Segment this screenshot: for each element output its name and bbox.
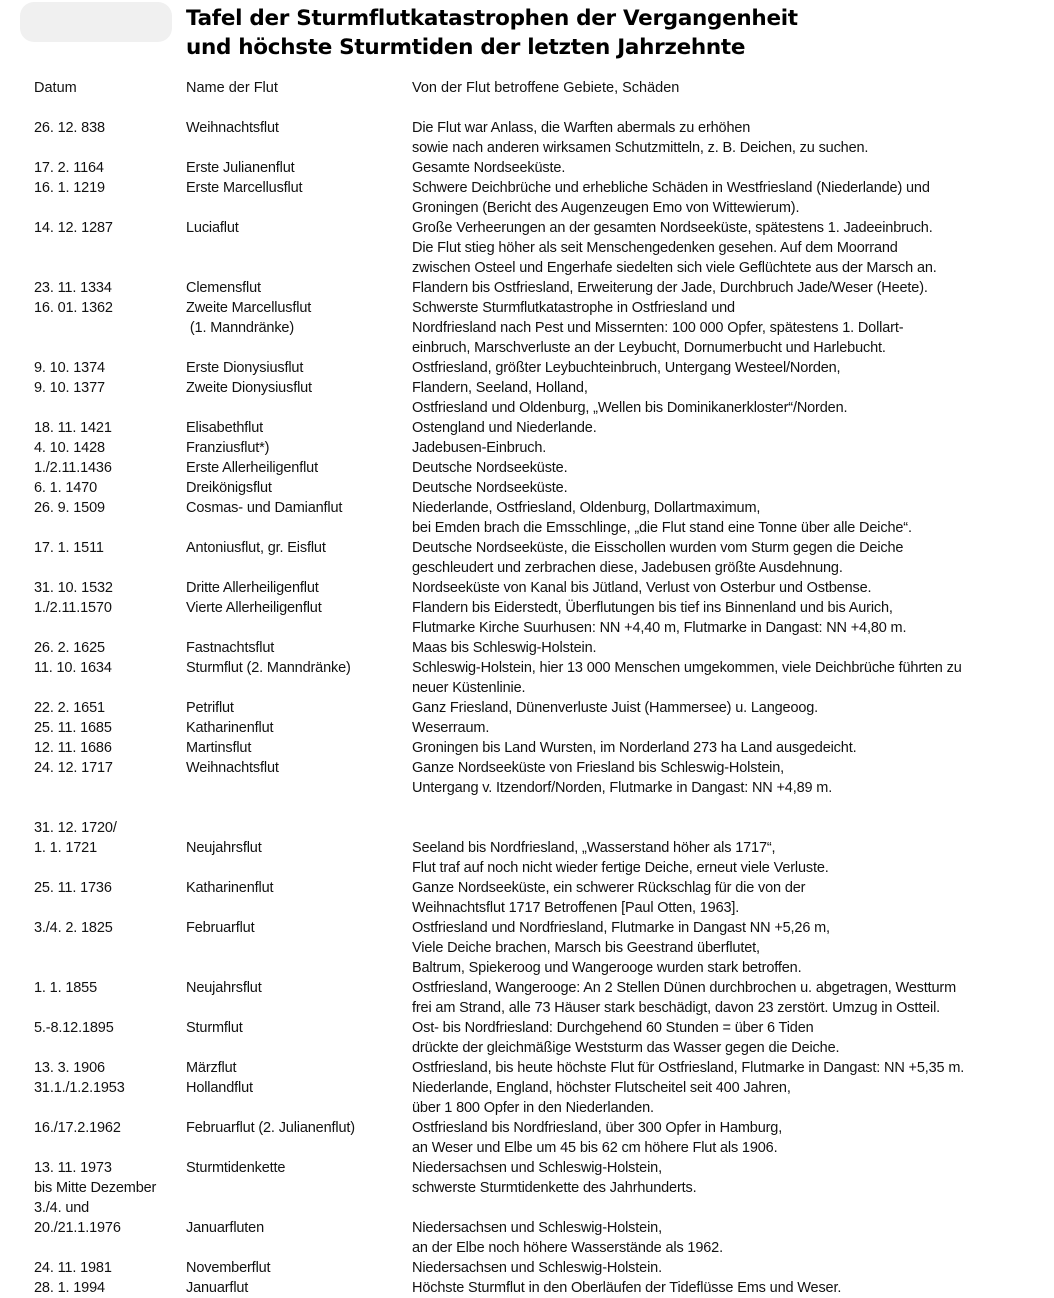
- affected-areas-line: an Weser und Elbe um 45 bis 62 cm höhere Flut als 1906.: [412, 1140, 778, 1156]
- flood-date: 26. 9. 1509: [34, 500, 105, 516]
- affected-areas: [412, 1118, 1054, 1158]
- table-row: [0, 418, 1054, 438]
- affected-areas-line: Niedersachsen und Schleswig-Holstein,: [412, 1160, 662, 1176]
- affected-areas-line: Niedersachsen und Schleswig-Holstein,: [412, 1220, 662, 1236]
- table-row: [0, 638, 1054, 658]
- flood-date: bis Mitte Dezember: [34, 1180, 157, 1196]
- table-row: [0, 818, 1054, 838]
- table-row: [0, 1178, 1054, 1198]
- page-title: [186, 4, 798, 62]
- affected-areas-line: Deutsche Nordseeküste.: [412, 460, 568, 476]
- flood-name-subtitle: (1. Manndränke): [186, 320, 295, 336]
- affected-areas-line: Die Flut war Anlass, die Warften abermals zu erhöhen: [412, 120, 751, 136]
- flood-date: 9. 10. 1377: [34, 380, 105, 396]
- affected-areas: [412, 1258, 1054, 1278]
- affected-areas: [412, 918, 1054, 978]
- affected-areas: [412, 538, 1054, 578]
- table-row: [0, 358, 1054, 378]
- affected-areas: [412, 118, 1054, 158]
- flood-name: Franziusflut*): [186, 440, 270, 456]
- affected-areas: [412, 418, 1054, 438]
- affected-areas-line: Flandern bis Eiderstedt, Überflutungen bis tief ins Binnenland und bis Aurich,: [412, 600, 893, 616]
- flood-name: Katharinenflut: [186, 880, 274, 896]
- flood-name: Martinsflut: [186, 740, 252, 756]
- table-row: [0, 218, 1054, 278]
- affected-areas: [412, 698, 1054, 718]
- title-line-2: und höchste Sturmtiden der letzten Jahrzehnte: [186, 35, 746, 60]
- affected-areas-line: [412, 798, 1054, 818]
- table-row: [0, 478, 1054, 498]
- flood-name: Hollandflut: [186, 1080, 253, 1096]
- affected-areas: [412, 478, 1054, 498]
- affected-areas-line: Schwerste Sturmflutkatastrophe in Ostfriesland und: [412, 300, 735, 316]
- affected-areas: [412, 1198, 1054, 1218]
- flood-name: Weihnachtsflut: [186, 760, 279, 776]
- affected-areas-line: Ostengland und Niederlande.: [412, 420, 597, 436]
- table-row: [0, 458, 1054, 478]
- title-line-1: Tafel der Sturmflutkatastrophen der Vergangenheit: [186, 6, 798, 31]
- flood-date: 1. 1. 1721: [34, 840, 97, 856]
- header-date: Datum: [34, 80, 77, 96]
- flood-name: Erste Allerheiligenflut: [186, 460, 318, 476]
- affected-areas-line: Untergang v. Itzendorf/Norden, Flutmarke in Dangast: NN +4,89 m.: [412, 780, 833, 796]
- affected-areas-line: Ostfriesland, Wangerooge: An 2 Stellen Dünen durchbrochen u. abgetragen, Westturm: [412, 980, 957, 996]
- flood-name: Sturmflut: [186, 1020, 243, 1036]
- table-row: [0, 978, 1054, 1018]
- flood-name: Neujahrsflut: [186, 840, 262, 856]
- affected-areas: [412, 1158, 1054, 1178]
- flood-date: 14. 12. 1287: [34, 220, 113, 236]
- affected-areas: [412, 358, 1054, 378]
- flood-name: Vierte Allerheiligenflut: [186, 600, 322, 616]
- affected-areas: [412, 1018, 1054, 1058]
- flood-date: 13. 3. 1906: [34, 1060, 105, 1076]
- affected-areas: [412, 818, 1054, 838]
- affected-areas-line: [412, 1198, 1054, 1218]
- affected-areas: [412, 978, 1054, 1018]
- affected-areas: [412, 178, 1054, 218]
- affected-areas-line: Flut traf auf noch nicht wieder fertige Deiche, erneut viele Verluste.: [412, 860, 829, 876]
- flood-date: 24. 11. 1981: [34, 1260, 112, 1276]
- flood-date: 28. 1. 1994: [34, 1280, 105, 1296]
- flood-name: Dritte Allerheiligenflut: [186, 580, 319, 596]
- affected-areas: [412, 1178, 1054, 1198]
- table-row: [0, 1058, 1054, 1078]
- affected-areas-line: Niedersachsen und Schleswig-Holstein.: [412, 1260, 662, 1276]
- table-row: [0, 438, 1054, 458]
- affected-areas: [412, 598, 1054, 638]
- affected-areas-line: Ostfriesland bis Nordfriesland, über 300 Opfer in Hamburg,: [412, 1120, 783, 1136]
- affected-areas-line: Flandern bis Ostfriesland, Erweiterung der Jade, Durchbruch Jade/Weser (Heete).: [412, 280, 928, 296]
- affected-areas-line: Schleswig-Holstein, hier 13 000 Menschen umgekommen, viele Deichbrüche führten zu: [412, 660, 962, 676]
- flood-name: Erste Marcellusflut: [186, 180, 303, 196]
- affected-areas-line: Niederlande, Ostfriesland, Oldenburg, Dollartmaximum,: [412, 500, 761, 516]
- affected-areas-line: [412, 818, 1054, 838]
- affected-areas: [412, 718, 1054, 738]
- table-row: [0, 158, 1054, 178]
- table-row: [0, 1018, 1054, 1058]
- affected-areas-line: Ganze Nordseeküste, ein schwerer Rückschlag für die von der: [412, 880, 806, 896]
- affected-areas-line: Weserraum.: [412, 720, 490, 736]
- table-row: [0, 758, 1054, 818]
- affected-areas-line: neuer Küstenlinie.: [412, 680, 526, 696]
- flood-date: 18. 11. 1421: [34, 420, 112, 436]
- affected-areas: [412, 658, 1054, 698]
- affected-areas: [412, 838, 1054, 878]
- flood-name: Erste Julianenflut: [186, 160, 295, 176]
- flood-date: 26. 2. 1625: [34, 640, 105, 656]
- flood-date: 3./4. 2. 1825: [34, 920, 113, 936]
- affected-areas-line: Große Verheerungen an der gesamten Nordseeküste, spätestens 1. Jadeeinbruch.: [412, 220, 933, 236]
- flood-date: 1./2.11.1570: [34, 600, 112, 616]
- flood-name: Märzflut: [186, 1060, 237, 1076]
- flood-date: 31.1./1.2.1953: [34, 1080, 125, 1096]
- flood-name: Petriflut: [186, 700, 234, 716]
- flood-date: 9. 10. 1374: [34, 360, 105, 376]
- table-row: [0, 698, 1054, 718]
- affected-areas-line: Seeland bis Nordfriesland, „Wasserstand höher als 1717“,: [412, 840, 776, 856]
- affected-areas: [412, 218, 1054, 278]
- affected-areas-line: Ganze Nordseeküste von Friesland bis Schleswig-Holstein,: [412, 760, 784, 776]
- table-row: [0, 1118, 1054, 1158]
- affected-areas-line: Schwere Deichbrüche und erhebliche Schäden in Westfriesland (Niederlande) und: [412, 180, 930, 196]
- affected-areas: [412, 1078, 1054, 1118]
- flood-date: 5.-8.12.1895: [34, 1020, 114, 1036]
- table-row: [0, 278, 1054, 298]
- flood-date: 31. 12. 1720/: [34, 820, 117, 836]
- flood-name: Antoniusflut, gr. Eisflut: [186, 540, 326, 556]
- affected-areas-line: Jadebusen-Einbruch.: [412, 440, 547, 456]
- affected-areas-line: Flutmarke Kirche Suurhusen: NN +4,40 m, Flutmarke in Dangast: NN +4,80 m.: [412, 620, 907, 636]
- scan-smudge: [20, 2, 172, 42]
- flood-date: 24. 12. 1717: [34, 760, 113, 776]
- affected-areas-line: Niederlande, England, höchster Flutscheitel seit 400 Jahren,: [412, 1080, 791, 1096]
- table-row: [0, 838, 1054, 878]
- affected-areas: [412, 498, 1054, 538]
- flood-date: 1. 1. 1855: [34, 980, 97, 996]
- table-row: [0, 738, 1054, 758]
- flood-name: Januarfluten: [186, 1220, 265, 1236]
- affected-areas-line: Baltrum, Spiekeroog und Wangerooge wurden stark betroffen.: [412, 960, 802, 976]
- affected-areas-line: schwerste Sturmtidenkette des Jahrhunderts.: [412, 1180, 697, 1196]
- table-row: [0, 118, 1054, 158]
- affected-areas-line: Ost- bis Nordfriesland: Durchgehend 60 Stunden = über 6 Tiden: [412, 1020, 814, 1036]
- affected-areas-line: Die Flut stieg höher als seit Menschengedenken gesehen. Auf dem Moorrand: [412, 240, 898, 256]
- table-row: [0, 298, 1054, 358]
- flood-date: 26. 12. 838: [34, 120, 105, 136]
- flood-date: 17. 2. 1164: [34, 160, 104, 176]
- table-row: [0, 1218, 1054, 1258]
- affected-areas-line: Ostfriesland und Oldenburg, „Wellen bis Dominikanerkloster“/Norden.: [412, 400, 848, 416]
- affected-areas: [412, 458, 1054, 478]
- flood-date: 6. 1. 1470: [34, 480, 97, 496]
- flood-name: Luciaflut: [186, 220, 239, 236]
- flood-date: 16. 01. 1362: [34, 300, 113, 316]
- affected-areas-line: frei am Strand, alle 73 Häuser stark beschädigt, davon 23 zerstört. Umzug in Ostteil.: [412, 1000, 941, 1016]
- table-row: [0, 1198, 1054, 1218]
- affected-areas-line: Höchste Sturmflut in den Oberläufen der Tideflüsse Ems und Weser.: [412, 1280, 842, 1296]
- affected-areas-line: bei Emden brach die Emsschlinge, „die Flut stand eine Tonne über alle Deiche“.: [412, 520, 912, 536]
- flood-name: Dreikönigsflut: [186, 480, 272, 496]
- affected-areas: [412, 1058, 1054, 1078]
- table-row: [0, 1078, 1054, 1118]
- affected-areas-line: Maas bis Schleswig-Holstein.: [412, 640, 597, 656]
- flood-name: Fastnachtsflut: [186, 640, 275, 656]
- affected-areas-line: drückte der gleichmäßige Weststurm das Wasser gegen die Deiche.: [412, 1040, 840, 1056]
- affected-areas: [412, 378, 1054, 418]
- flood-name: Februarflut: [186, 920, 255, 936]
- header-name: Name der Flut: [186, 80, 278, 96]
- affected-areas: [412, 878, 1054, 918]
- affected-areas: [412, 578, 1054, 598]
- affected-areas-line: Deutsche Nordseeküste, die Eisschollen wurden vom Sturm gegen die Deiche: [412, 540, 904, 556]
- flood-date: 23. 11. 1334: [34, 280, 112, 296]
- flood-date: 16./17.2.1962: [34, 1120, 121, 1136]
- flood-name: Januarflut: [186, 1280, 249, 1296]
- table-row: [0, 598, 1054, 638]
- affected-areas-line: Nordfriesland nach Pest und Missernten: 100 000 Opfer, spätestens 1. Dollart-: [412, 320, 904, 336]
- affected-areas-line: über 1 800 Opfer in den Niederlanden.: [412, 1100, 654, 1116]
- flood-date: 22. 2. 1651: [34, 700, 105, 716]
- flood-name: Zweite Dionysiusflut: [186, 380, 312, 396]
- affected-areas-line: an der Elbe noch höhere Wasserstände als 1962.: [412, 1240, 723, 1256]
- flood-name: Februarflut (2. Julianenflut): [186, 1120, 355, 1136]
- table-row: [0, 498, 1054, 538]
- flood-name: Elisabethflut: [186, 420, 264, 436]
- flood-name: Erste Dionysiusflut: [186, 360, 304, 376]
- affected-areas: [412, 1278, 1054, 1298]
- flood-date: 25. 11. 1685: [34, 720, 112, 736]
- affected-areas-line: Nordseeküste von Kanal bis Jütland, Verlust von Osterbur und Ostbense.: [412, 580, 872, 596]
- affected-areas-line: sowie nach anderen wirksamen Schutzmitteln, z. B. Deichen, zu suchen.: [412, 140, 869, 156]
- affected-areas: [412, 1218, 1054, 1258]
- affected-areas-line: Gesamte Nordseeküste.: [412, 160, 566, 176]
- affected-areas-line: Weihnachtsflut 1717 Betroffenen [Paul Otten, 1963].: [412, 900, 740, 916]
- header-areas: Von der Flut betroffene Gebiete, Schäden: [412, 80, 680, 96]
- flood-date: 1./2.11.1436: [34, 460, 112, 476]
- flood-name: Sturmflut (2. Manndränke): [186, 660, 351, 676]
- flood-date: 20./21.1.1976: [34, 1220, 121, 1236]
- table-row: [0, 1258, 1054, 1278]
- affected-areas: [412, 738, 1054, 758]
- table-row: [0, 578, 1054, 598]
- flood-date: 13. 11. 1973: [34, 1160, 112, 1176]
- table-row: [0, 718, 1054, 738]
- flood-name: Neujahrsflut: [186, 980, 262, 996]
- flood-name: Katharinenflut: [186, 720, 274, 736]
- flood-name: Sturmtidenkette: [186, 1160, 286, 1176]
- affected-areas: [412, 158, 1054, 178]
- flood-name: Clemensflut: [186, 280, 261, 296]
- affected-areas: [412, 438, 1054, 458]
- affected-areas-line: einbruch, Marschverluste an der Leybucht, Dornumerbucht und Harlebucht.: [412, 340, 886, 356]
- flood-name: Weihnachtsflut: [186, 120, 279, 136]
- table-row: [0, 538, 1054, 578]
- flood-name: Zweite Marcellusflut (1. Manndränke): [186, 300, 312, 336]
- flood-table: [0, 118, 1054, 1298]
- flood-date: 17. 1. 1511: [34, 540, 104, 556]
- affected-areas-line: zwischen Osteel und Engerhafe siedelten sich viele Geflüchtete aus der Marsch an.: [412, 260, 937, 276]
- flood-date: 11. 10. 1634: [34, 660, 112, 676]
- flood-name: Cosmas- und Damianflut: [186, 500, 343, 516]
- affected-areas-line: Viele Deiche brachen, Marsch bis Geestrand überflutet,: [412, 940, 760, 956]
- flood-date: 25. 11. 1736: [34, 880, 112, 896]
- affected-areas-line: Ostfriesland, größter Leybuchteinbruch, Untergang Westeel/Norden,: [412, 360, 841, 376]
- flood-date: 31. 10. 1532: [34, 580, 113, 596]
- flood-name: Novemberflut: [186, 1260, 271, 1276]
- flood-date: 16. 1. 1219: [34, 180, 105, 196]
- affected-areas-line: Ganz Friesland, Dünenverluste Juist (Hammersee) u. Langeoog.: [412, 700, 819, 716]
- affected-areas-line: geschleudert und zerbrachen diese, Jadebusen größte Ausdehnung.: [412, 560, 843, 576]
- affected-areas: [412, 758, 1054, 818]
- table-row: [0, 378, 1054, 418]
- flood-date: 3./4. und: [34, 1200, 90, 1216]
- table-row: [0, 878, 1054, 918]
- table-header: [0, 78, 1054, 98]
- table-row: [0, 918, 1054, 978]
- table-row: [0, 658, 1054, 698]
- table-row: [0, 1278, 1054, 1298]
- affected-areas-line: Groningen bis Land Wursten, im Norderland 273 ha Land ausgedeicht.: [412, 740, 857, 756]
- flood-date: 12. 11. 1686: [34, 740, 112, 756]
- flood-date: 4. 10. 1428: [34, 440, 105, 456]
- affected-areas: [412, 298, 1054, 358]
- affected-areas: [412, 638, 1054, 658]
- table-row: [0, 1158, 1054, 1178]
- affected-areas-line: Deutsche Nordseeküste.: [412, 480, 568, 496]
- affected-areas-line: Groningen (Bericht des Augenzeugen Emo von Wittewierum).: [412, 200, 800, 216]
- affected-areas: [412, 278, 1054, 298]
- table-row: [0, 178, 1054, 218]
- affected-areas-line: Ostfriesland und Nordfriesland, Flutmarke in Dangast NN +5,26 m,: [412, 920, 830, 936]
- affected-areas-line: Flandern, Seeland, Holland,: [412, 380, 588, 396]
- affected-areas-line: Ostfriesland, bis heute höchste Flut für Ostfriesland, Flutmarke in Dangast: NN +5,35 m.: [412, 1060, 965, 1076]
